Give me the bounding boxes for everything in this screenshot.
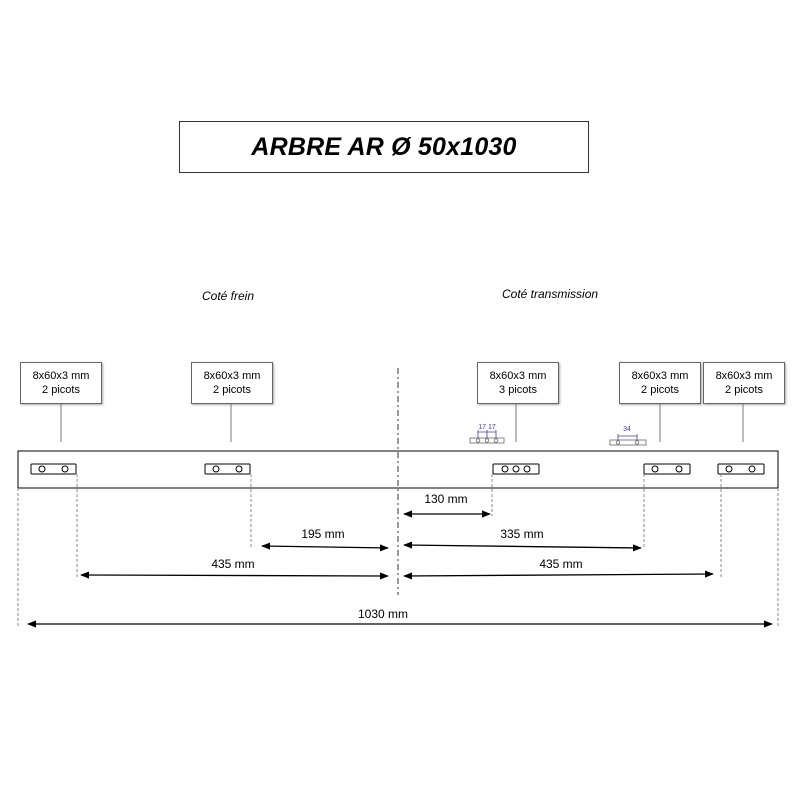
pin-hole	[749, 466, 755, 472]
pin-hole	[726, 466, 732, 472]
dim-label-335: 335 mm	[500, 527, 544, 541]
pin-hole	[524, 466, 530, 472]
pin-detail-2	[610, 434, 646, 445]
dim-label-195: 195 mm	[301, 527, 345, 541]
keyway-size: 8x60x3 mm	[489, 370, 547, 382]
keyway-size: 8x60x3 mm	[203, 370, 261, 382]
dim-label-1030: 1030 mm	[357, 607, 409, 621]
keyway-size: 8x60x3 mm	[631, 370, 689, 382]
dim-arrow-335	[404, 545, 641, 548]
leader-lines	[61, 404, 743, 442]
keyway-size: 8x60x3 mm	[32, 370, 90, 382]
keyway-slot	[718, 464, 764, 474]
dim-label-130: 130 mm	[424, 492, 468, 506]
dim-arrow-435-left	[81, 575, 388, 576]
keyway-pins: 3 picots	[499, 384, 537, 396]
pin-spacing-label-3: 17 17	[478, 424, 496, 431]
dim-arrow-435-right	[404, 574, 713, 576]
pin-hole	[676, 466, 682, 472]
keyway-pins: 2 picots	[725, 384, 763, 396]
pin-spacing-label-2: 34	[623, 426, 631, 433]
keyway-pins: 2 picots	[42, 384, 80, 396]
drawing-title: ARBRE AR Ø 50x1030	[251, 132, 517, 161]
dim-arrow-195	[262, 546, 388, 548]
pin-hole	[39, 466, 45, 472]
side-label-transmission: Coté transmission	[502, 287, 599, 301]
pin-hole	[236, 466, 242, 472]
pin-hole	[502, 466, 508, 472]
keyway-slot	[205, 464, 250, 474]
side-label-brake: Coté frein	[202, 289, 255, 303]
pin-hole	[213, 466, 219, 472]
keyway-slot	[31, 464, 76, 474]
keyway-size: 8x60x3 mm	[715, 370, 773, 382]
pin-hole	[652, 466, 658, 472]
pin-detail-3	[470, 430, 504, 443]
keyway-pins: 2 picots	[641, 384, 679, 396]
dim-label-435-right: 435 mm	[539, 557, 583, 571]
dim-label-435-left: 435 mm	[211, 557, 255, 571]
keyway-slot	[644, 464, 690, 474]
keyway-pins: 2 picots	[213, 384, 251, 396]
pin-hole	[513, 466, 519, 472]
pin-hole	[62, 466, 68, 472]
